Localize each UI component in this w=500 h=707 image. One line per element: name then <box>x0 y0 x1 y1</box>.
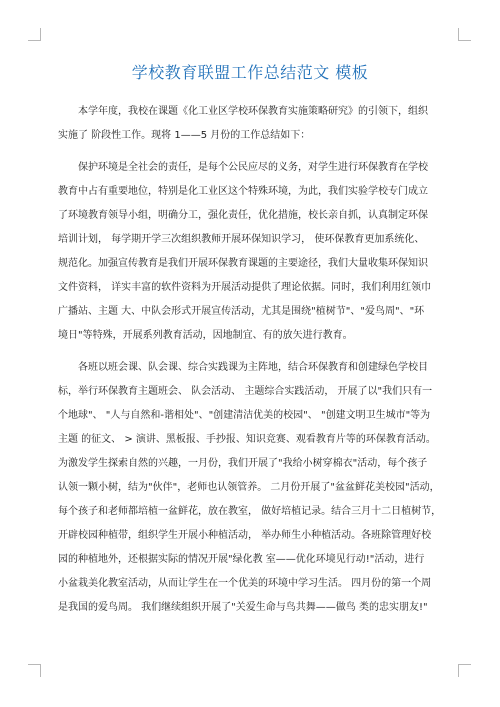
paragraph-line: 认领一颗小树，结为"伙伴"，老师也认领管养。 二月份开展了"盆盆鲜花美校园"活动， <box>58 482 440 493</box>
paragraph-line: 主题 的征文、 > 演讲、黑板报、手抄报、知识竞赛、观看教育片等的环保教育活动。 <box>58 434 436 445</box>
paragraph-line: 本学年度，我校在课题《化工业区学校环保教育实施策略研究》的引领下，组织 <box>78 106 428 117</box>
crop-mark-top-left <box>28 28 41 41</box>
document-title: 学校教育联盟工作总结范文 模板 <box>131 63 369 82</box>
crop-mark-top-right <box>458 28 471 41</box>
paragraph-line: 开辟校园种植带，组织学生开展小种植活动， 举办师生小种植活动。各班除管理好校 <box>58 530 432 541</box>
paragraph-line: 为激发学生探索自然的兴趣，一月份，我们开展了"我给小树穿棉衣"活动，每个孩子 <box>58 458 428 469</box>
paragraph <box>58 100 458 148</box>
paragraph <box>58 356 458 620</box>
paragraph-line: 园的种植地外，还根据实际的情况开展"绿化教 室——优化环境见行动!"活动，进行 <box>58 554 425 565</box>
paragraph-line: 了环境教育领导小组，明确分工，强化责任，优化措施，校长亲自抓，认真制定环保 <box>58 210 428 221</box>
paragraph-line: 培训计划， 每学期开学三次组织教师开展环保知识学习， 使环保教育更加系统化、 <box>58 234 425 245</box>
paragraph-line: 规范化。加强宣传教育是我们开展环保教育课题的主要途径，我们大量收集环保知识 <box>58 258 428 269</box>
paragraph <box>58 156 458 348</box>
paragraph-line: 文件资料， 详实丰富的软件资料为开展活动提供了理论依据。同时，我们利用红领巾 <box>58 282 432 293</box>
paragraph-line: 广播站、主题 大、中队会形式开展宣传活动，尤其是围绕"植树节"、"爱鸟周"、"环 <box>58 306 425 317</box>
paragraph-line: 保护环境是全社会的责任，是每个公民应尽的义务，对学生进行环保教育在学校 <box>78 162 428 173</box>
paragraph-line: 个地球"、 "人与自然和-谐相处"、"创建清洁优美的校园"、 "创建文明卫生城市"等为 <box>58 410 431 421</box>
paragraph-line: 各班以班会课、队会课、综合实践课为主阵地，结合环保教育和创建绿色学校目 <box>78 362 428 373</box>
paragraph-line: 每个孩子和老师都培植一盆鲜花，放在教室， 做好培植记录。结合三月十二日植树节， <box>58 506 442 517</box>
paragraph-line: 标，举行环保教育主题班会、 队会活动、 主题综合实践活动， 开展了以"我们只有一 <box>58 386 433 397</box>
paragraph-line: 小盆栽美化教室活动，从而让学生在一个优美的环境中学习生活。 四月份的第一个周 <box>58 578 432 589</box>
crop-mark-bottom-right <box>458 664 471 677</box>
paragraph-line: 境日"等特殊，开展系列教育活动，因地制宜、有的放矢进行教育。 <box>58 330 353 341</box>
document-body <box>58 100 458 628</box>
paragraph-line: 是我国的爱鸟周。 我们继续组织开展了"关爱生命与鸟共舞——做鸟 类的忠实朋友!" <box>58 602 428 613</box>
paragraph-line: 实施了 阶段性工作。现将 1——5 月份的工作总结如下： <box>58 130 311 141</box>
crop-mark-bottom-left <box>28 664 41 677</box>
paragraph-line: 教育中占有重要地位，特别是化工业区这个特殊环境，为此，我们实验学校专门成立 <box>58 186 428 197</box>
